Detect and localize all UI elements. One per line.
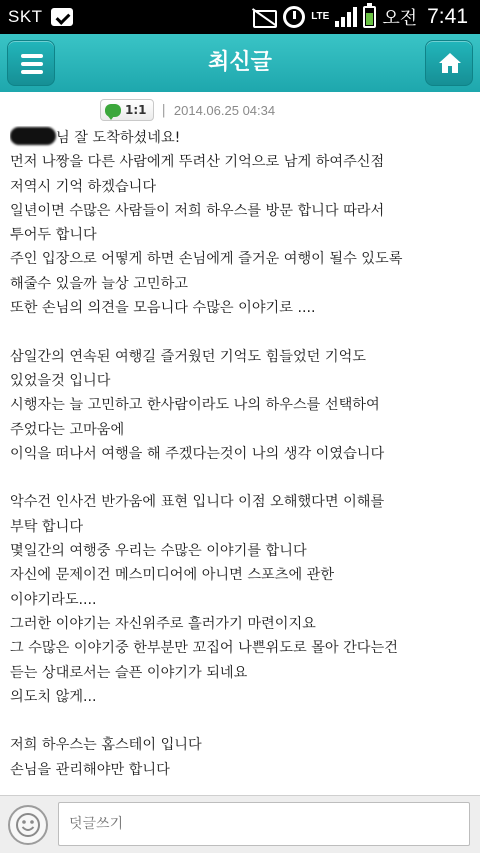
clock-time: 7:41 — [427, 5, 468, 28]
chat-badge[interactable] — [100, 99, 154, 121]
post-line: 그 수많은 이야기중 한부분만 꼬집어 나쁜위도로 몰아 간다는건 — [10, 640, 398, 657]
post-line: 님 잘 도착하셨네요! — [10, 126, 472, 150]
post-line: 저희 하우스는 홈스테이 입니다 — [10, 737, 202, 754]
app-header — [0, 34, 480, 92]
comment-input[interactable] — [58, 802, 470, 846]
menu-button[interactable] — [7, 40, 55, 86]
post-line — [10, 466, 472, 490]
post-line: 주었다는 고마움에 — [10, 421, 125, 438]
post-line: 먼저 나짱을 다른 사람에게 뚜려산 기억으로 남게 하여주신점 — [10, 154, 385, 171]
status-bar — [0, 0, 480, 34]
post-line: 손님을 관리해야만 합니다 — [10, 761, 170, 778]
post-date: 2014.06.25 04:34 — [173, 102, 276, 118]
home-icon — [437, 51, 463, 75]
post-line: 그러한 이야기는 자신위주로 흘러가기 마련이지요 — [10, 615, 316, 632]
post-line: 주인 입장으로 어떻게 하면 손님에게 즐거운 여행이 될수 있도록 — [10, 251, 403, 268]
post-line — [10, 320, 472, 344]
mute-icon — [251, 7, 277, 27]
chat-bubble-icon — [105, 104, 121, 117]
post-line: 몇일간의 여행중 우리는 수많은 이야기를 합니다 — [10, 543, 307, 560]
comment-bar — [0, 795, 480, 853]
ampm-label: 오전 — [382, 8, 418, 28]
page-title: 최신글 — [208, 50, 272, 75]
post-line: 이야기라도.... — [10, 591, 97, 608]
post-line: 이익을 떠나서 여행을 해 주겠다는것이 나의 생각 이였습니다 — [10, 445, 385, 462]
meta-divider: | — [161, 102, 166, 118]
post-line: 시행자는 늘 고민하고 한사람이라도 나의 하우스를 선택하여 — [10, 397, 380, 414]
emoticon-icon — [14, 811, 42, 839]
post-line: 있었을것 입니다 — [10, 372, 111, 389]
check-icon — [51, 8, 73, 26]
post-line: 또한 손님의 의견을 모음니다 수많은 이야기로 .... — [10, 300, 316, 317]
post-line: 투어두 합니다 — [10, 227, 97, 244]
post-line: 악수건 인사건 반가움에 표현 입니다 이점 오해했다면 이해를 — [10, 494, 385, 511]
post-line: 저역시 기억 하겠습니다 — [10, 178, 157, 195]
post-line: 부탁 합니다 — [10, 518, 84, 535]
home-button[interactable] — [425, 40, 473, 86]
redacted-name — [10, 127, 56, 145]
signal-icon — [335, 7, 357, 27]
post-meta — [10, 98, 470, 122]
carrier-label: SKT — [8, 7, 43, 26]
post-body — [10, 126, 472, 794]
post-line: 해줄수 있을까 늘상 고민하고 — [10, 275, 188, 292]
post-line: 삼일간의 연속된 여행길 즐거웠던 기억도 힘들었던 기억도 — [10, 348, 366, 365]
post-line: 듣는 상대로서는 슬픈 이야기가 되네요 — [10, 664, 248, 681]
network-type-label: LTE — [311, 11, 330, 22]
post-line: 일년이면 수많은 사람들이 저희 하우스를 방문 합니다 따라서 — [10, 202, 385, 219]
battery-icon — [363, 6, 376, 28]
post-line — [10, 709, 472, 733]
alarm-icon — [283, 6, 305, 28]
status-indicators — [251, 4, 468, 30]
post-line: 의도치 않게... — [10, 688, 97, 705]
chat-badge-label: 1:1 — [125, 103, 147, 117]
menu-icon — [21, 54, 43, 78]
post-line: 자신에 문제이건 메스미디어에 아니면 스포츠에 관한 — [10, 567, 335, 584]
emoticon-button[interactable] — [8, 805, 48, 845]
